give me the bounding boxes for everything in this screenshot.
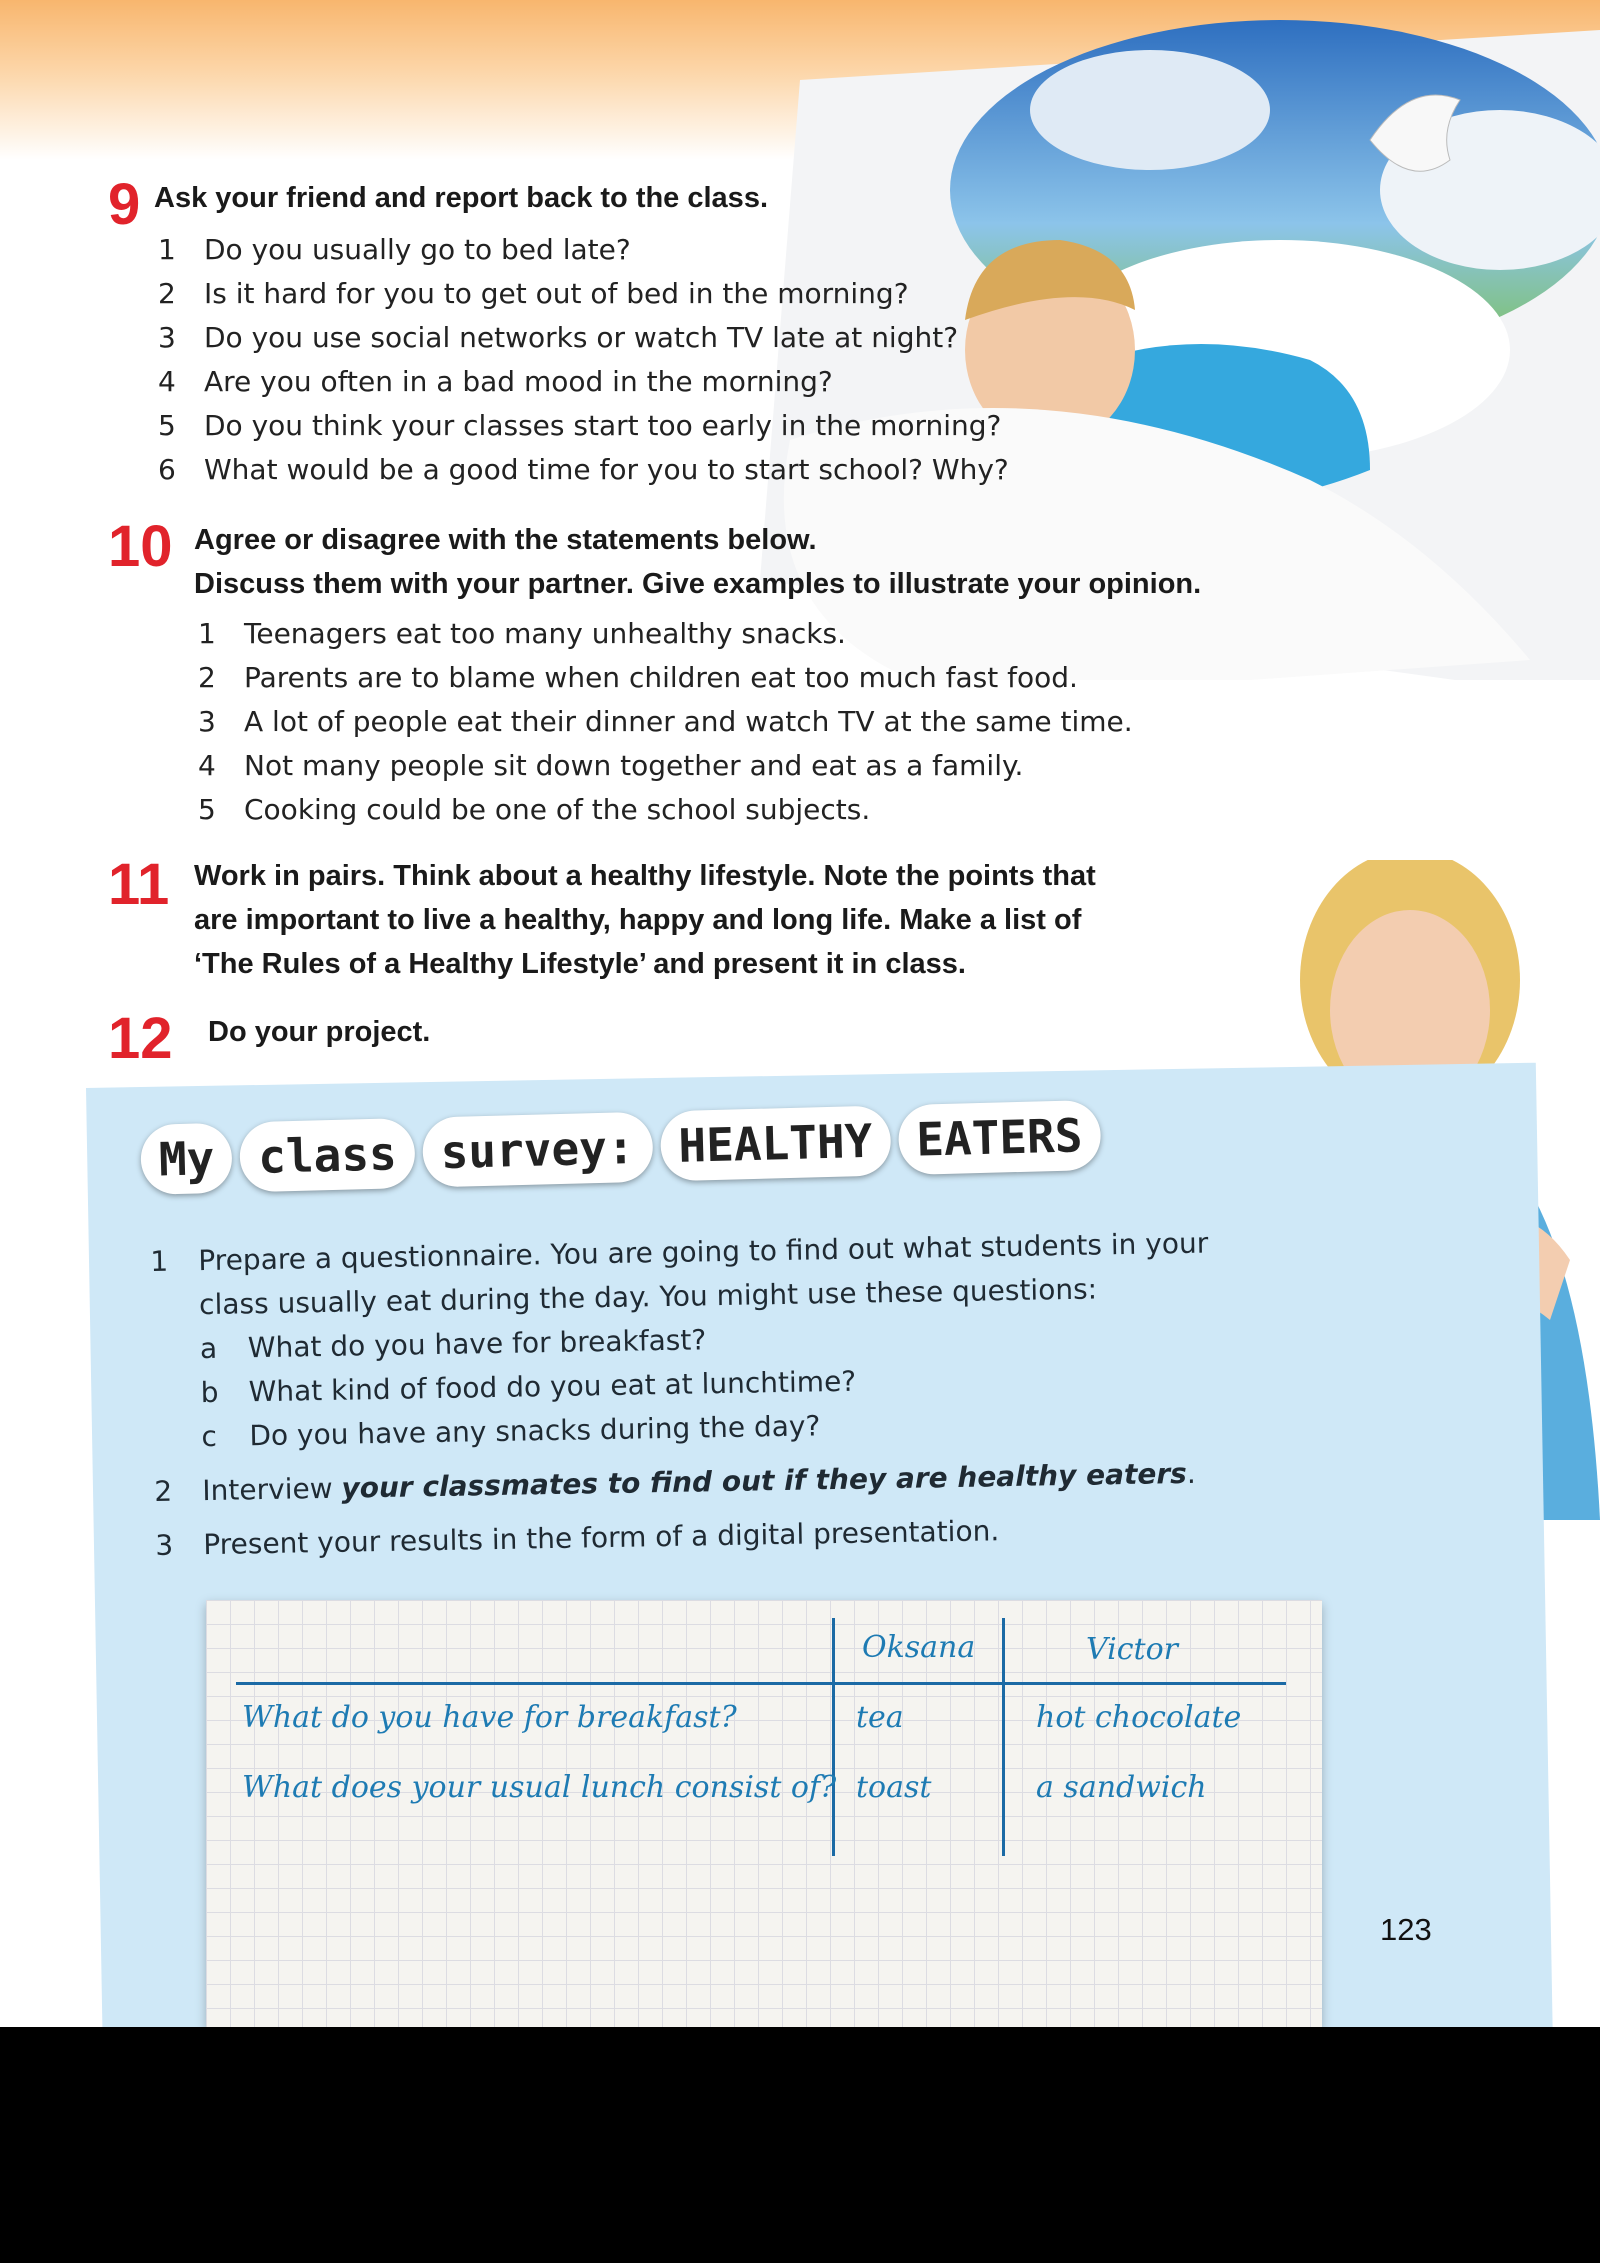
exercise-11-line2: are important to live a healthy, happy and long life. Make a list of [194,904,1082,936]
exercise-11-number: 11 [108,852,170,917]
table-header-victor: Victor [1086,1632,1178,1667]
table-row-question: What do you have for breakfast? [242,1700,737,1735]
list-item: 6 What would be a good time for you to start school? Why? [158,453,1009,486]
exercise-11-line1: Work in pairs. Think about a healthy lifestyle. Note the points that [194,860,1096,892]
table-cell: hot chocolate [1036,1700,1242,1735]
list-item: 2 Is it hard for you to get out of bed in the morning? [158,277,909,310]
survey-step-1-continued: class usually eat during the day. You might use these questions: [198,1272,1098,1322]
survey-question: c Do you have any snacks during the day? [201,1409,821,1454]
title-word: My [140,1123,233,1195]
page-number: 123 [1380,1912,1432,1947]
table-column-rule [1002,1618,1005,1856]
exercise-10-number: 10 [108,514,173,579]
title-word: survey: [422,1112,654,1188]
survey-step-3: 3 Present your results in the form of a digital presentation. [155,1514,1000,1562]
table-header-oksana: Oksana [862,1630,976,1665]
survey-step-1: 1 Prepare a questionnaire. You are going to find out what students in your [150,1226,1209,1278]
title-word: EATERS [897,1100,1101,1175]
exercise-9-instruction: Ask your friend and report back to the class. [154,182,768,214]
list-item: 3 Do you use social networks or watch TV late at night? [158,321,959,354]
table-row-question: What does your usual lunch consist of? [242,1770,837,1805]
list-item: 3 A lot of people eat their dinner and watch TV at the same time. [198,705,1133,738]
exercise-9-number: 9 [108,172,141,237]
table-header-rule [236,1682,1286,1685]
list-item: 2 Parents are to blame when children eat too much fast food. [198,661,1078,694]
exercise-9-list [158,228,1009,492]
list-item: 5 Cooking could be one of the school subjects. [198,793,871,826]
exercise-10-instruction-line2: Discuss them with your partner. Give examples to illustrate your opinion. [194,568,1202,600]
title-word: HEALTHY [660,1105,892,1181]
exercise-12-instruction: Do your project. [208,1016,431,1048]
list-item: 1 Do you usually go to bed late? [158,233,631,266]
table-cell: a sandwich [1036,1770,1207,1805]
survey-steps [150,1222,1214,1568]
exercise-10-instruction-line1: Agree or disagree with the statements below. [194,524,817,556]
survey-question: a What do you have for breakfast? [199,1323,707,1366]
exercise-12-number: 12 [108,1006,173,1071]
exercise-11-line3: ‘The Rules of a Healthy Lifestyle’ and present it in class. [194,948,966,980]
list-item: 4 Not many people sit down together and eat as a family. [198,749,1024,782]
survey-question: b What kind of food do you eat at lunchtime? [200,1364,857,1410]
table-cell: tea [856,1700,904,1735]
list-item: 4 Are you often in a bad mood in the morning? [158,365,833,398]
table-cell: toast [856,1770,932,1805]
list-item: 5 Do you think your classes start too early in the morning? [158,409,1002,442]
list-item: 1 Teenagers eat too many unhealthy snacks. [198,617,846,650]
title-word: class [239,1118,415,1193]
notebook-grid-paper [206,1600,1322,2027]
survey-step-2: 2 Interview your classmates to find out if they are healthy eaters . [154,1456,1196,1508]
exercise-10-list [198,612,1133,832]
table-column-rule [832,1618,835,1856]
